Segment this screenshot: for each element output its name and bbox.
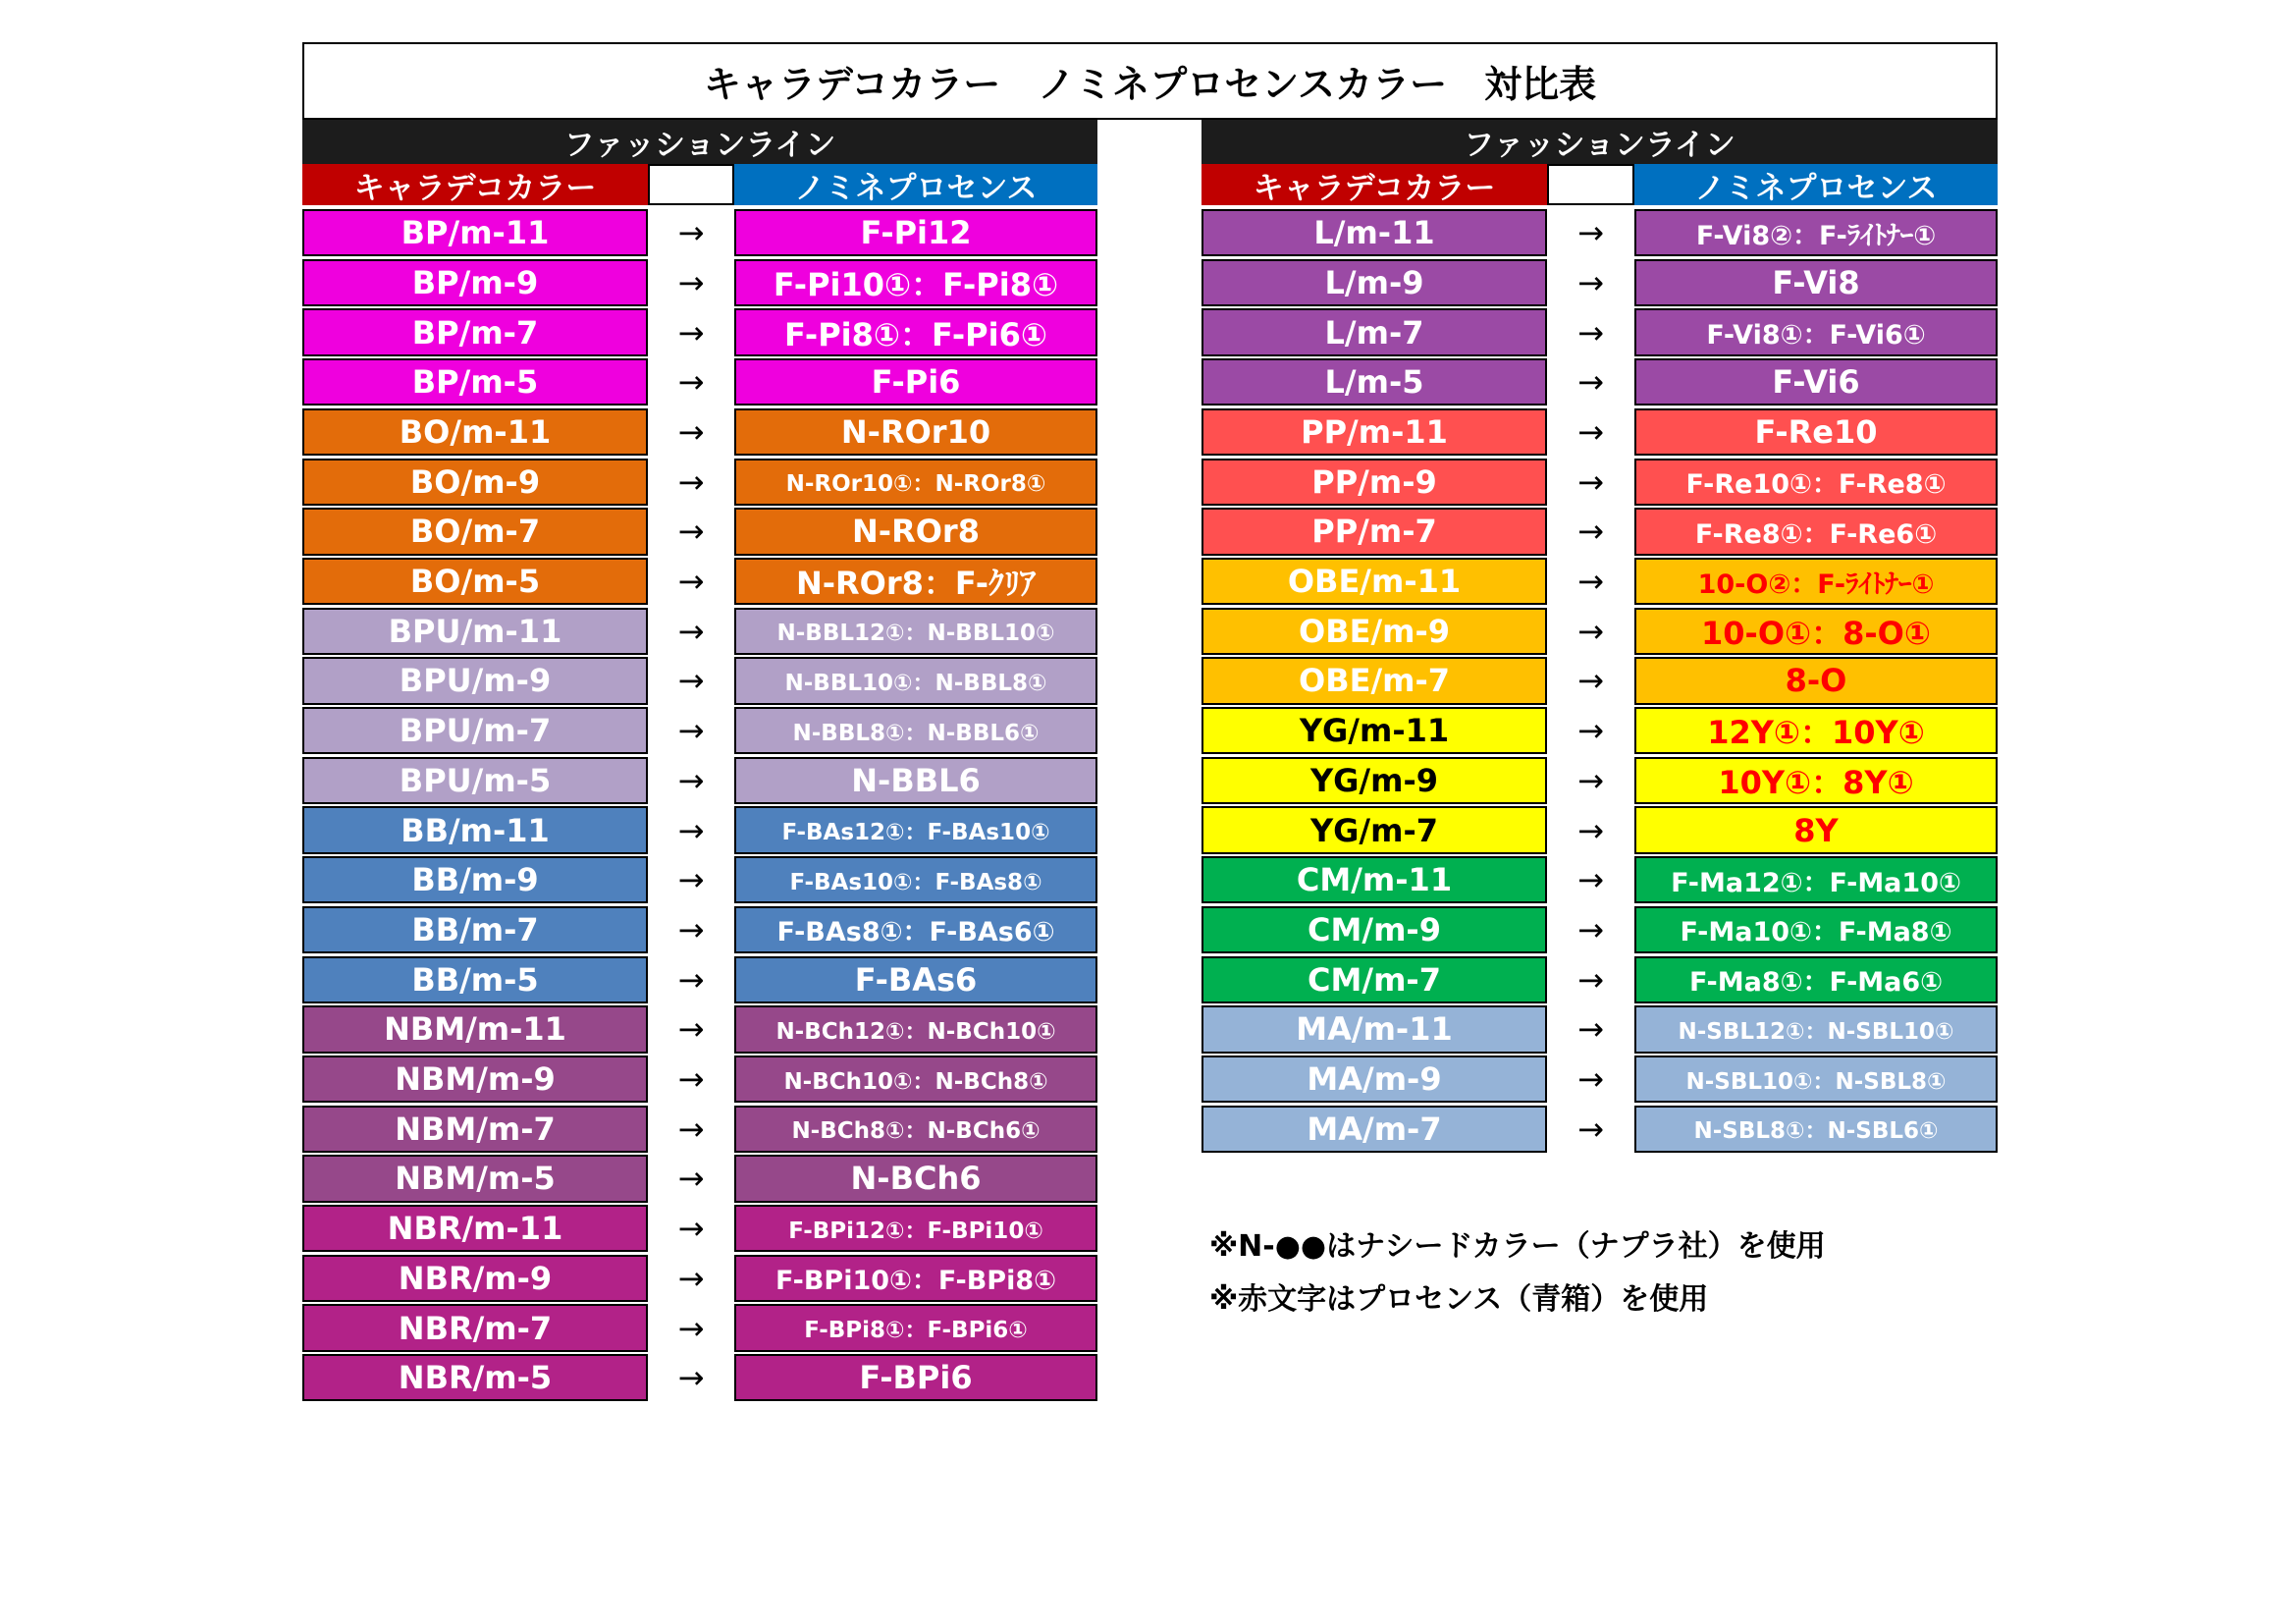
dst-color-cell: F-BPi6 [734, 1354, 1097, 1401]
src-color-cell: BP/m-7 [302, 308, 648, 355]
src-color-cell: NBR/m-9 [302, 1255, 648, 1302]
dst-color-cell: F-BPi8①：F-BPi6① [734, 1304, 1097, 1351]
col-header-src-left: キャラデコカラー [302, 164, 648, 205]
dst-color-cell: N-ROr10①：N-ROr8① [734, 459, 1097, 506]
arrow-icon: → [1577, 513, 1604, 551]
src-color-cell: BP/m-5 [302, 358, 648, 406]
dst-color-cell: F-Ma12①：F-Ma10① [1634, 856, 1998, 903]
col-header-mid-left [648, 164, 734, 205]
arrow-icon: → [1577, 811, 1604, 849]
src-color-cell: BP/m-9 [302, 259, 648, 306]
dst-color-cell: F-BAs8①：F-BAs6① [734, 906, 1097, 953]
page-title-text: キャラデコカラー ノミネプロセンスカラー 対比表 [703, 63, 1597, 106]
arrow-icon: → [677, 313, 705, 352]
note-line: ※赤文字はプロセンス（青箱）を使用 [1209, 1282, 1709, 1317]
note-line: ※N-●●はナシードカラー（ナプラ社）を使用 [1209, 1229, 1826, 1264]
dst-color-cell: F-BAs6 [734, 956, 1097, 1003]
src-color-cell: NBR/m-5 [302, 1354, 648, 1401]
src-color-cell: BB/m-11 [302, 806, 648, 853]
dst-color-cell: N-SBL8①：N-SBL6① [1634, 1106, 1998, 1153]
arrow-icon: → [677, 363, 705, 402]
col-header-mid-right [1547, 164, 1634, 205]
src-color-cell: YG/m-11 [1201, 707, 1547, 754]
dst-color-cell: N-BCh10①：N-BCh8① [734, 1056, 1097, 1103]
src-color-cell: YG/m-9 [1201, 757, 1547, 804]
arrow-icon: → [677, 910, 705, 948]
src-color-cell: CM/m-7 [1201, 956, 1547, 1003]
src-color-cell: BO/m-9 [302, 459, 648, 506]
arrow-icon: → [1577, 910, 1604, 948]
dst-color-cell: F-Ma10①：F-Ma8① [1634, 906, 1998, 953]
arrow-icon: → [1577, 612, 1604, 650]
src-color-cell: BO/m-11 [302, 408, 648, 456]
dst-color-cell: N-BBL8①：N-BBL6① [734, 707, 1097, 754]
arrow-icon: → [1577, 363, 1604, 402]
arrow-icon: → [677, 761, 705, 799]
arrow-icon: → [677, 1359, 705, 1397]
arrow-icon: → [677, 811, 705, 849]
dst-color-cell: 8-O [1634, 657, 1998, 704]
dst-color-cell: N-SBL12①：N-SBL10① [1634, 1005, 1998, 1053]
dst-color-cell: F-Re8①：F-Re6① [1634, 508, 1998, 555]
src-color-cell: NBM/m-9 [302, 1056, 648, 1103]
dst-color-cell: F-BAs12①：F-BAs10① [734, 806, 1097, 853]
arrow-icon: → [677, 1110, 705, 1148]
arrow-icon: → [677, 1210, 705, 1248]
dst-color-cell: N-ROr8 [734, 508, 1097, 555]
src-color-cell: L/m-11 [1201, 209, 1547, 256]
arrow-icon: → [677, 712, 705, 750]
arrow-icon: → [1577, 313, 1604, 352]
src-color-cell: NBM/m-5 [302, 1155, 648, 1202]
src-color-cell: MA/m-11 [1201, 1005, 1547, 1053]
src-color-cell: YG/m-7 [1201, 806, 1547, 853]
dst-color-cell: F-Re10 [1634, 408, 1998, 456]
src-color-cell: L/m-5 [1201, 358, 1547, 406]
src-color-cell: BPU/m-9 [302, 657, 648, 704]
arrow-icon: → [1577, 263, 1604, 301]
notes [1209, 1220, 1826, 1326]
arrow-icon: → [677, 662, 705, 700]
col-header-dst-right: ノミネプロセンス [1634, 164, 1998, 205]
src-color-cell: L/m-7 [1201, 308, 1547, 355]
src-color-cell: L/m-9 [1201, 259, 1547, 306]
dst-color-cell: N-SBL10①：N-SBL8① [1634, 1056, 1998, 1103]
src-color-cell: CM/m-11 [1201, 856, 1547, 903]
arrow-icon: → [677, 960, 705, 999]
src-color-cell: PP/m-9 [1201, 459, 1547, 506]
src-color-cell: NBM/m-11 [302, 1005, 648, 1053]
src-color-cell: BB/m-9 [302, 856, 648, 903]
arrow-icon: → [677, 1160, 705, 1198]
dst-color-cell: F-BAs10①：F-BAs8① [734, 856, 1097, 903]
arrow-icon: → [677, 861, 705, 899]
arrow-icon: → [1577, 1010, 1604, 1049]
src-color-cell: BB/m-7 [302, 906, 648, 953]
arrow-icon: → [677, 1060, 705, 1099]
arrow-icon: → [677, 563, 705, 601]
arrow-icon: → [1577, 1060, 1604, 1099]
dst-color-cell: F-Vi8②：F-ﾗｲﾄﾅｰ① [1634, 209, 1998, 256]
dst-color-cell: N-ROr8：F-ｸﾘｱ [734, 558, 1097, 605]
section-header-right: ファッションライン [1201, 120, 1998, 164]
src-color-cell: BO/m-7 [302, 508, 648, 555]
src-color-cell: PP/m-11 [1201, 408, 1547, 456]
arrow-icon: → [677, 263, 705, 301]
dst-color-cell: F-BPi12①：F-BPi10① [734, 1205, 1097, 1252]
src-color-cell: OBE/m-7 [1201, 657, 1547, 704]
dst-color-cell: F-Re10①：F-Re8① [1634, 459, 1998, 506]
arrow-icon: → [1577, 761, 1604, 799]
arrow-icon: → [677, 1259, 705, 1297]
dst-color-cell: F-BPi10①：F-BPi8① [734, 1255, 1097, 1302]
dst-color-cell: 10Y①：8Y① [1634, 757, 1998, 804]
src-color-cell: NBR/m-11 [302, 1205, 648, 1252]
dst-color-cell: F-Pi6 [734, 358, 1097, 406]
arrow-icon: → [677, 462, 705, 501]
dst-color-cell: N-ROr10 [734, 408, 1097, 456]
arrow-icon: → [1577, 462, 1604, 501]
arrow-icon: → [1577, 214, 1604, 252]
src-color-cell: CM/m-9 [1201, 906, 1547, 953]
arrow-icon: → [677, 612, 705, 650]
dst-color-cell: 10-O②：F-ﾗｲﾄﾅｰ① [1634, 558, 1998, 605]
dst-color-cell: N-BBL10①：N-BBL8① [734, 657, 1097, 704]
dst-color-cell: 8Y [1634, 806, 1998, 853]
dst-color-cell: 12Y①：10Y① [1634, 707, 1998, 754]
src-color-cell: MA/m-9 [1201, 1056, 1547, 1103]
dst-color-cell: F-Vi8①：F-Vi6① [1634, 308, 1998, 355]
section-header-left: ファッションライン [302, 120, 1097, 164]
arrow-icon: → [677, 1309, 705, 1347]
src-color-cell: BO/m-5 [302, 558, 648, 605]
src-color-cell: BPU/m-11 [302, 608, 648, 655]
arrow-icon: → [1577, 662, 1604, 700]
arrow-icon: → [677, 412, 705, 451]
dst-color-cell: F-Vi8 [1634, 259, 1998, 306]
src-color-cell: BPU/m-7 [302, 707, 648, 754]
arrow-icon: → [677, 1010, 705, 1049]
src-color-cell: MA/m-7 [1201, 1106, 1547, 1153]
arrow-icon: → [1577, 861, 1604, 899]
src-color-cell: NBM/m-7 [302, 1106, 648, 1153]
page-title [302, 42, 1998, 120]
src-color-cell: BP/m-11 [302, 209, 648, 256]
dst-color-cell: N-BCh8①：N-BCh6① [734, 1106, 1097, 1153]
dst-color-cell: F-Ma8①：F-Ma6① [1634, 956, 1998, 1003]
src-color-cell: NBR/m-7 [302, 1304, 648, 1351]
dst-color-cell: N-BBL6 [734, 757, 1097, 804]
col-header-dst-left: ノミネプロセンス [734, 164, 1097, 205]
dst-color-cell: F-Pi8①：F-Pi6① [734, 308, 1097, 355]
arrow-icon: → [1577, 712, 1604, 750]
arrow-icon: → [1577, 1110, 1604, 1148]
dst-color-cell: F-Pi12 [734, 209, 1097, 256]
arrow-icon: → [677, 214, 705, 252]
dst-color-cell: N-BCh6 [734, 1155, 1097, 1202]
dst-color-cell: N-BCh12①：N-BCh10① [734, 1005, 1097, 1053]
arrow-icon: → [677, 513, 705, 551]
arrow-icon: → [1577, 563, 1604, 601]
dst-color-cell: F-Pi10①：F-Pi8① [734, 259, 1097, 306]
src-color-cell: BB/m-5 [302, 956, 648, 1003]
arrow-icon: → [1577, 960, 1604, 999]
dst-color-cell: 10-O①：8-O① [1634, 608, 1998, 655]
arrow-icon: → [1577, 412, 1604, 451]
dst-color-cell: F-Vi6 [1634, 358, 1998, 406]
src-color-cell: OBE/m-11 [1201, 558, 1547, 605]
col-header-src-right: キャラデコカラー [1201, 164, 1547, 205]
src-color-cell: BPU/m-5 [302, 757, 648, 804]
dst-color-cell: N-BBL12①：N-BBL10① [734, 608, 1097, 655]
src-color-cell: OBE/m-9 [1201, 608, 1547, 655]
src-color-cell: PP/m-7 [1201, 508, 1547, 555]
